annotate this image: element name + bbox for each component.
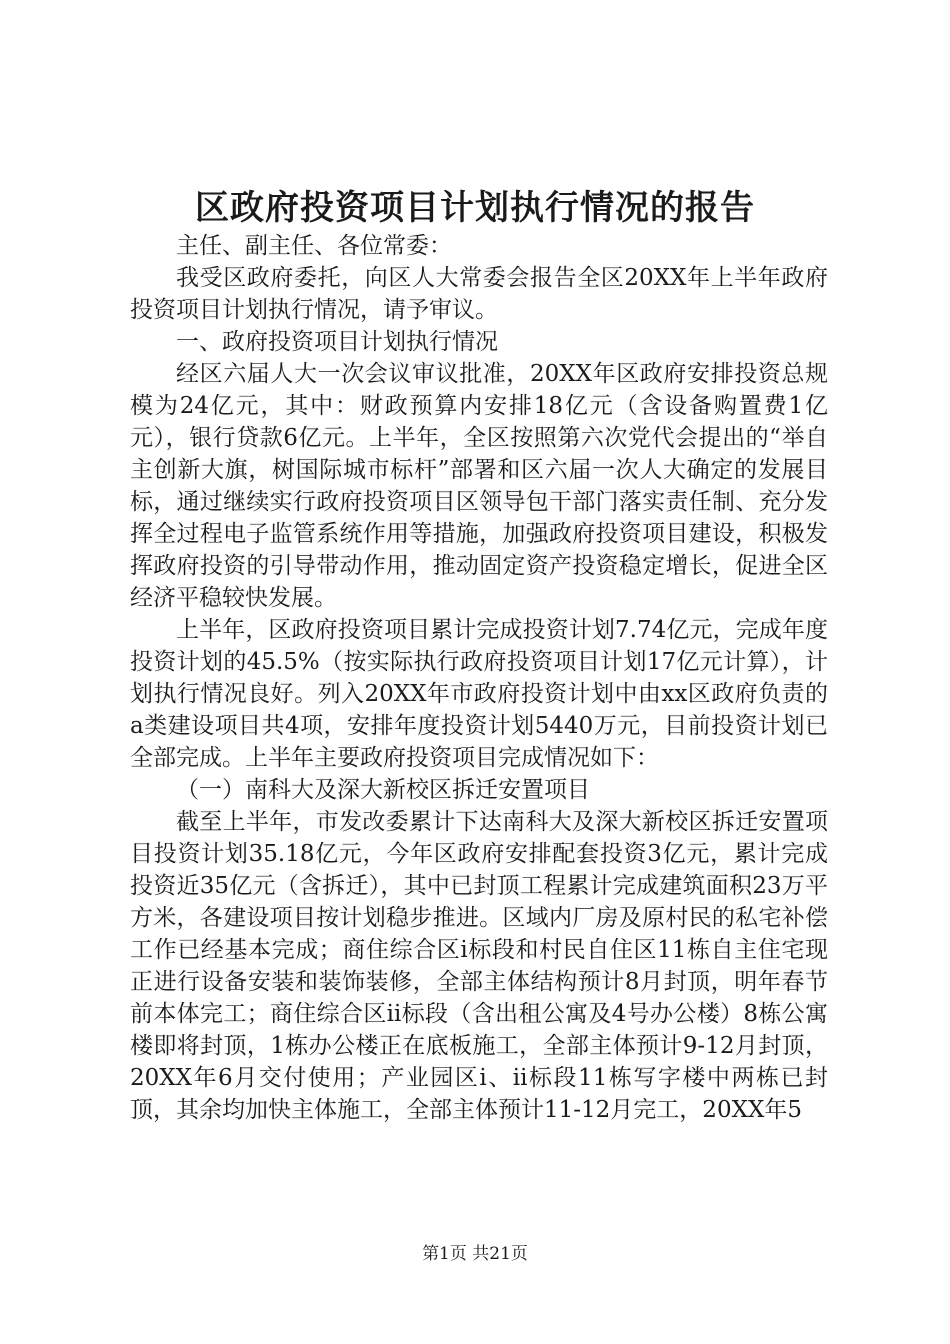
- body-paragraph: 我受区政府委托，向区人大常委会报告全区20XX年上半年政府投资项目计划执行情况，请予审议。: [130, 265, 828, 323]
- subsection-heading: （一）南科大及深大新校区拆迁安置项目: [176, 777, 590, 803]
- section-heading: 一、政府投资项目计划执行情况: [176, 329, 498, 355]
- body-paragraph: 上半年，区政府投资项目累计完成投资计划7.74亿元，完成年度投资计划的45.5%（按实际执行政府投资项目计划17亿元计算），计划执行情况良好。列入20XX年市政府投资计划中由xx区政府负责的a类建设项目共4项，安排年度投资计划5440万元，目前投资计划已全部完成。上半年主要政府投资项目完成情况如下：: [130, 617, 828, 771]
- salutation-paragraph: 主任、副主任、各位常委：: [176, 233, 452, 259]
- document-title: 区政府投资项目计划执行情况的报告: [195, 188, 755, 228]
- body-paragraph: 经区六届人大一次会议审议批准，20XX年区政府安排投资总规模为24亿元，其中：财政预算内安排18亿元（含设备购置费1亿元），银行贷款6亿元。上半年，全区按照第六次党代会提出的“举自主创新大旗，树国际城市标杆”部署和区六届一次人大确定的发展目标，通过继续实行政府投资项目区领导包干部门落实责任制、充分发挥全过程电子监管系统作用等措施，加强政府投资项目建设，积极发挥政府投资的引导带动作用，推动固定资产投资稳定增长，促进全区经济平稳较快发展。: [130, 361, 828, 611]
- body-paragraph: 截至上半年，市发改委累计下达南科大及深大新校区拆迁安置项目投资计划35.18亿元，今年区政府安排配套投资3亿元，累计完成投资近35亿元（含拆迁），其中已封顶工程累计完成建筑面积23万平方米，各建设项目按计划稳步推进。区域内厂房及原村民的私宅补偿工作已经基本完成；商住综合区ⅰ标段和村民自住区11栋自主住宅现正进行设备安装和装饰装修，全部主体结构预计8月封顶，明年春节前本体完工；商住综合区ⅱ标段（含出租公寓及4号办公楼）8栋公寓楼即将封顶，1栋办公楼正在底板施工，全部主体预计9-12月封顶，20XX年6月交付使用；产业园区ⅰ、ⅱ标段11栋写字楼中两栋已封顶，其余均加快主体施工，全部主体预计11-12月完工，20XX年5: [130, 809, 828, 1123]
- document-body: [130, 230, 828, 1126]
- page-number-footer: 第1页 共21页: [422, 1244, 528, 1264]
